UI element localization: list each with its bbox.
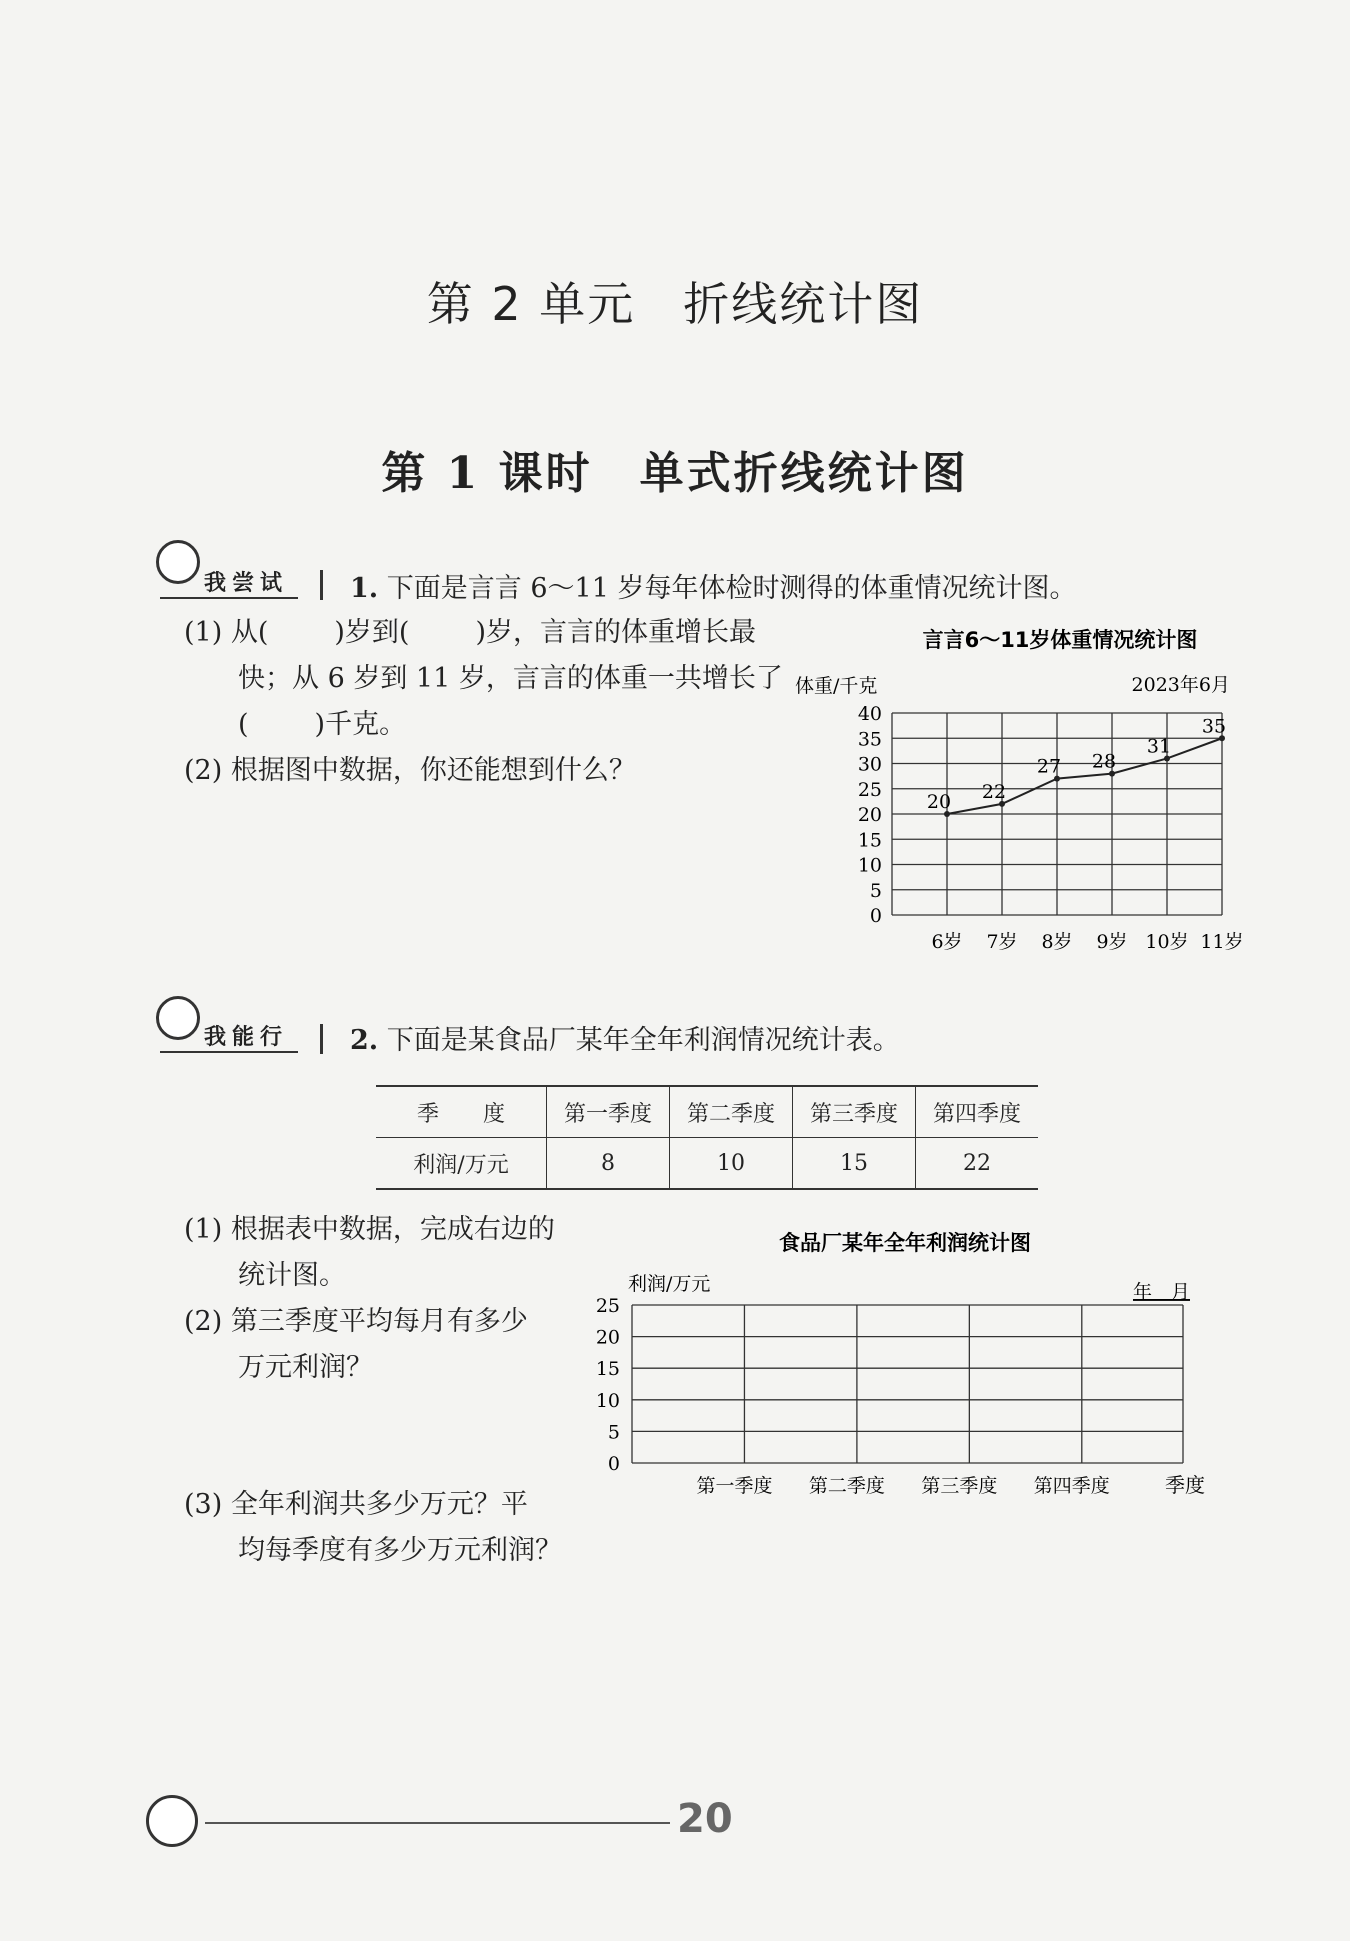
table-cell: 第一季度 <box>547 1087 670 1138</box>
y-tick-label: 0 <box>607 1453 620 1475</box>
table-cell: 15 <box>793 1138 916 1189</box>
text: )千克。 <box>314 709 407 740</box>
data-label: 20 <box>926 791 952 813</box>
text: (2) 第三季度平均每月有多少 <box>184 1306 528 1337</box>
x-tick-label: 7岁 <box>986 931 1018 953</box>
text: ( <box>238 709 249 740</box>
question-number: 2. <box>350 1025 379 1056</box>
text: (2) 根据图中数据，你还能想到什么？ <box>184 755 636 786</box>
footer-rule <box>205 1822 670 1824</box>
y-tick-label: 10 <box>595 1389 620 1412</box>
table-cell: 第四季度 <box>916 1087 1039 1138</box>
unit-title: 第 2 单元 折线统计图 <box>426 277 924 331</box>
question-1-part-1 <box>184 610 784 794</box>
y-axis-label: 体重/千克 <box>795 675 878 697</box>
x-tick-label: 9岁 <box>1096 931 1128 953</box>
x-axis-label: 季度 <box>1165 1473 1205 1497</box>
text: (3) 全年利润共多少万元？平 <box>184 1489 528 1520</box>
profit-table-wrap <box>376 1085 1038 1190</box>
data-label: 22 <box>981 780 1007 803</box>
table-cell: 利润/万元 <box>413 1152 509 1178</box>
y-tick-label: 35 <box>857 728 882 751</box>
table-cell: 季 度 <box>376 1087 547 1138</box>
question-text: 下面是言言 6～11 岁每年体检时测得的体重情况统计图。 <box>386 573 1077 604</box>
badge-can-do: 我能行 <box>160 1020 298 1053</box>
table-cell: 第二季度 <box>670 1087 793 1138</box>
x-tick-label: 第一季度 <box>696 1475 773 1497</box>
badge-try: 我尝试 <box>160 566 298 599</box>
data-label: 27 <box>1036 755 1062 778</box>
question-number: 1. <box>350 573 379 604</box>
question-1-stem <box>350 566 1076 612</box>
text: )岁到( <box>334 617 410 648</box>
y-tick-label: 15 <box>857 829 882 852</box>
chart-date: 年 月 <box>1132 1281 1190 1303</box>
text: (1) 从( <box>184 617 269 648</box>
y-tick-label: 25 <box>857 778 882 801</box>
badge-divider <box>320 570 323 600</box>
question-2-parts <box>184 1207 604 1391</box>
x-tick-label: 第二季度 <box>808 1475 885 1497</box>
data-label: 35 <box>1201 715 1227 738</box>
y-tick-label: 20 <box>595 1326 620 1349</box>
table-cell: 22 <box>916 1138 1039 1189</box>
mascot-icon <box>146 1795 198 1847</box>
table-cell: 10 <box>670 1138 793 1189</box>
chart-title: 食品厂某年全年利润统计图 <box>779 1231 1031 1255</box>
table-row <box>376 1087 1038 1138</box>
text: )岁，言言的体重增长最 <box>475 617 756 648</box>
table-cell: 第三季度 <box>793 1087 916 1138</box>
question-2-stem <box>350 1018 900 1064</box>
question-text: 下面是某食品厂某年全年利润情况统计表。 <box>386 1025 900 1056</box>
y-tick-label: 20 <box>857 804 882 826</box>
lesson-title: 第 1 课时 单式折线统计图 <box>381 448 969 499</box>
x-tick-label: 6岁 <box>931 931 963 953</box>
x-tick-label: 10岁 <box>1145 931 1189 953</box>
x-tick-label: 11岁 <box>1200 931 1244 953</box>
weight-line-chart <box>780 625 1250 965</box>
text: 统计图。 <box>238 1260 346 1291</box>
y-tick-label: 25 <box>595 1295 620 1317</box>
question-2-part-3 <box>184 1482 604 1574</box>
badge-divider <box>320 1024 323 1054</box>
text: 万元利润？ <box>238 1352 373 1383</box>
chart-date: 2023年6月 <box>1131 674 1230 696</box>
data-label: 28 <box>1091 750 1117 773</box>
y-tick-label: 5 <box>607 1421 620 1444</box>
y-axis-label: 利润/万元 <box>628 1273 711 1295</box>
y-tick-label: 30 <box>857 753 882 776</box>
text: (1) 根据表中数据，完成右边的 <box>184 1214 555 1245</box>
x-tick-label: 8岁 <box>1041 931 1073 953</box>
table-cell: 8 <box>547 1138 670 1189</box>
text: 均每季度有多少万元利润？ <box>238 1535 562 1566</box>
data-label: 31 <box>1146 735 1172 758</box>
x-tick-label: 第四季度 <box>1033 1475 1110 1497</box>
page-number: 20 <box>677 1796 733 1842</box>
text: 快；从 6 岁到 11 岁，言言的体重一共增长了 <box>238 663 783 694</box>
chart-title: 言言6～11岁体重情况统计图 <box>922 628 1198 652</box>
y-tick-label: 0 <box>869 905 882 927</box>
y-tick-label: 40 <box>857 703 882 725</box>
y-tick-label: 10 <box>857 854 882 877</box>
x-tick-label: 第三季度 <box>921 1475 998 1497</box>
table-row <box>376 1138 1038 1189</box>
y-tick-label: 15 <box>595 1358 620 1381</box>
y-tick-label: 5 <box>869 879 882 902</box>
profit-table <box>376 1087 1038 1188</box>
profit-line-chart <box>580 1222 1240 1512</box>
